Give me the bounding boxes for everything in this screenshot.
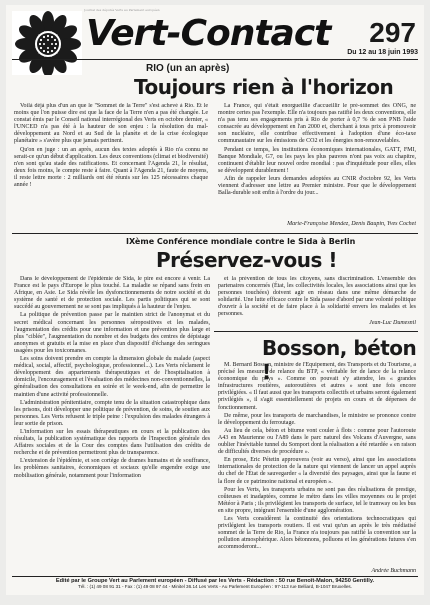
bosson-paragraph: Pour les Verts, les transports urbains ne sont pas des réalisations de prestige, coûteuses et inadaptées, comme le métro dans les villes moyennes ou le projet Météor à Paris ; ils privilégient les transports de surface, tel le tramway ou les bus en site propre, intégrant l'ensemble d'une agglomération.	[218, 487, 416, 515]
lead-paragraph: Voilà déjà plus d'un an que le "Sommet de la Terre" s'est achevé à Rio. Et le moins que l'on puisse dire est que la face de la Terre n'en a pas été changée. Le constat émis par le Conseil national interrégional des Verts en octobre dernier, « l'UNCED n'a pas été à la hauteur de son enjeu : la résolution du mal-développement au Nord et au Sud de la planète et de la crise écologique planétaire » s'avère plus que jamais pertinent.	[14, 103, 208, 146]
bosson-signature: Andrée Buchmann	[218, 568, 416, 576]
sida-signature: Jean-Luc Dumesnil	[218, 320, 416, 328]
sida-paragraph: L'extension de l'épidémie, et son cortège de drames humains et de souffrance, les problèmes sanitaires, économiques et sociaux qu'elle engendre exige une mobilisation générale, notamment pour l'information	[14, 458, 210, 479]
sida-column-2	[218, 276, 416, 320]
svg-text:★: ★	[74, 21, 79, 27]
bosson-paragraph: Au lieu de cela, béton et bitume vont couler à flots : comme pour l'autoroute A43 en Maurienne ou l'A89 dans le parc naturel des Volcans d'Auvergne, sans oublier l'inévitable tunnel du Somport dont la réalisation a été retardée « en raison de difficultés diverses de procédure ».	[218, 428, 416, 456]
lead-paragraph: Pendant ce temps, les institutions économiques internationales, GATT, FMI, Banque Mondiale, G7, ou les pays les plus pauvres n'ont pas voix au chapitre, continuent d'établir leur nouvel ordre mondial : pas d'inquiétude pour elles, elles se développent durablement !	[218, 147, 416, 175]
masthead-title: Vert-Contact	[86, 13, 330, 54]
bosson-headline: Bosson, béton !	[262, 336, 424, 384]
lead-headline: Toujours rien à l'horizon	[134, 75, 393, 99]
issue-date: Du 12 au 18 juin 1993	[347, 49, 418, 56]
newsletter-page	[6, 5, 424, 595]
bosson-rule	[214, 331, 418, 332]
footer-contact: Tél. : (1) 49 08 91 31 - Fax : (1) 49 08 97 44 - Minitel 36.14 Les Verts - Au Parlement Européen : 97-113 rue Belliard, B-1047 Bruxelles.	[12, 584, 418, 589]
sida-paragraph: Dans le développement de l'épidémie de Sida, le pire est encore à venir. La France est le pays d'Europe le plus touché. La maladie se répand sans frein en Afrique, en Asie. Le Sida révèle les dysfonctionnements de notre société et du système de santé et de protection sociale. Les partis politiques qui se sont succédé au gouvernement ne se sont pas impliqués à la hauteur de l'enjeu.	[14, 276, 210, 311]
svg-text:★: ★	[68, 15, 73, 21]
lead-paragraph: Afin de rappeler leurs demandes adoptées au CNIR d'octobre 92, les Verts viennent d'adresser une lettre au Premier ministre. Pour que le développement Balla-durable soit enfin à l'ordre du jour...	[218, 176, 416, 197]
svg-text:★: ★	[24, 12, 29, 18]
sida-column-1	[14, 276, 210, 572]
top-strip: Journal des députés Verts au Parlement européen	[84, 8, 422, 16]
bosson-paragraph: M. Bernard Bosson, ministre de l'Équipement, des Transports et du Tourisme, a précisé les mesures de relance du BTP, « véritable fer de lance de la relance économique du pays ». Comme on pouvait s'y attendre, les « grandes infrastructures routières, autoroutières et autres » sont une fois encore privilégiées. « Il faut aussi que les transports collectifs et urbains seront également privilégiés », il s'agit essentiellement de projets en cours et de dépenses de fonctionnement.	[218, 362, 416, 412]
lead-signature: Marie-Françoise Mendez, Denis Baupin, Yves Cochet	[218, 221, 416, 229]
sida-kicker: IXème Conférence mondiale contre le Sida à Berlin	[126, 237, 355, 246]
bosson-paragraph: En prose, Eric Pétetin approuvera (voir au verso), ainsi que les associations internationales de protection de la nature qui viennent de lancer un appel auprès du chef de l'État de sauvegarder « la diversité des paysages, ainsi que la faune et la flore de ce patrimoine national et européen ».	[218, 457, 416, 485]
lead-paragraph: La France, qui s'était enorgueillie d'accueillir le pré-sommet des ONG, ne montre certes pas l'exemple. Elle n'a toujours pas ratifié les deux conventions, elle n'a pas tenu ses engagements pris à Rio de porter à 0,7 % de son PNB l'aide consacrée au développement en l'an 2000 et, cherchant à tous prix à promouvoir son nucléaire, elle contribue effectivement à l'adoption d'une éco-taxe communautaire sur les émissions de CO2 et les énergies non-renouvelables.	[218, 103, 416, 146]
lead-kicker: RIO (un an après)	[146, 63, 229, 74]
sida-paragraph: L'administration pénitentiaire, compte tenu de la situation catastrophique dans les prisons, doit développer une politique de prévention, de soins, de soutien aux personnes. Les Verts refusent le triple peine : l'expulsion des malades étrangers à leur sortie de prison.	[14, 400, 210, 428]
footer	[12, 576, 418, 591]
bosson-paragraph: Les Verts considèrent la continuité des orientations technocratiques qui privilégient les transports routiers. Il est vrai qu'un an après le très médiatisé sommet de la Terre de Rio, la France n'a toujours pas ratifié la convention sur la pollution atmosphérique. Alors bétonnons, polluons et les générations futures s'en accommoderont...	[218, 516, 416, 551]
sida-paragraph: et la prévention de tous les citoyens, sans discrimination. L'ensemble des partenaires concernés (État, les collectivités locales, les associations ainsi que les personnes touchées) doivent agir en réseau dans une même démarche de solidarité. Une lutte efficace contre le Sida passe d'abord par une volonté politique d'ouvrir à la société et de faire place à la solidarité envers les malades et les personnes.	[218, 276, 416, 319]
sida-paragraph: L'information sur les essais thérapeutiques en cours et la publication des résultats, la publication systématique des rapports de l'Inspection générale des Affaires sociales et de la Cour des comptes dans l'utilisation des crédits de recherche et de prévention permettront plus de transparence.	[14, 429, 210, 457]
sida-headline: Préservez-vous !	[156, 248, 337, 272]
bosson-paragraph: De même, pour les transports de marchandises, le ministre se prononce contre le développement du ferroutage.	[218, 413, 416, 427]
sida-paragraph: La politique de prévention passe par le maintien strict de l'anonymat et du secret médical concernant les personnes séropositives et les malades, l'augmentation des crédits pour une information et une prévention plus large et plus "ciblée", l'augmentation du nombre et des budgets des centres de dépistage anonymes et gratuits et la mise en place d'un dispositif d'échange des seringues usagées pour les toxicomanes.	[14, 312, 210, 355]
masthead-rule	[12, 59, 418, 60]
footer-publisher: Édité par le Groupe Vert au Parlement européen - Diffusé par les Verts - Rédaction : 50 rue Benoît-Malon, 94250 Gentilly.	[12, 578, 418, 584]
svg-text:★: ★	[16, 15, 21, 21]
sida-paragraph: Les soins doivent prendre en compte la dimension globale du malade (aspect médical, social, affectif, psychologique, professionnel...). Les Verts réclament le développement des appartements thérapeutiques et de l'hospitalisation à domicile, l'encouragement et l'évaluation des médecines non-conventionnelles, la généralisation des consultations en soirée et le week-end, afin de permettre le maintien d'une activité professionnelle.	[14, 356, 210, 399]
bosson-column	[218, 362, 416, 568]
sunflower-logo-icon	[12, 11, 82, 75]
lead-column-2	[218, 103, 416, 221]
section-rule	[12, 233, 418, 234]
lead-column-1	[14, 103, 208, 227]
lead-paragraph: Qu'on en juge : un an après, aucun des textes adoptés à Rio n'a connu ne serait-ce qu'un début d'application. Les deux conventions (climat et biodiversité) n'en sont qu'au stade des ratifications. Et concernant l'Agenda 21, le résultat, deux fois moins, le compte reste à faire. Quant à l'Agenda 21, faute de moyens, il reste lettre morte : 2 milliards ont été réunis sur les 125 nécessaires chaque année !	[14, 147, 208, 190]
issue-number: 297	[369, 17, 416, 49]
